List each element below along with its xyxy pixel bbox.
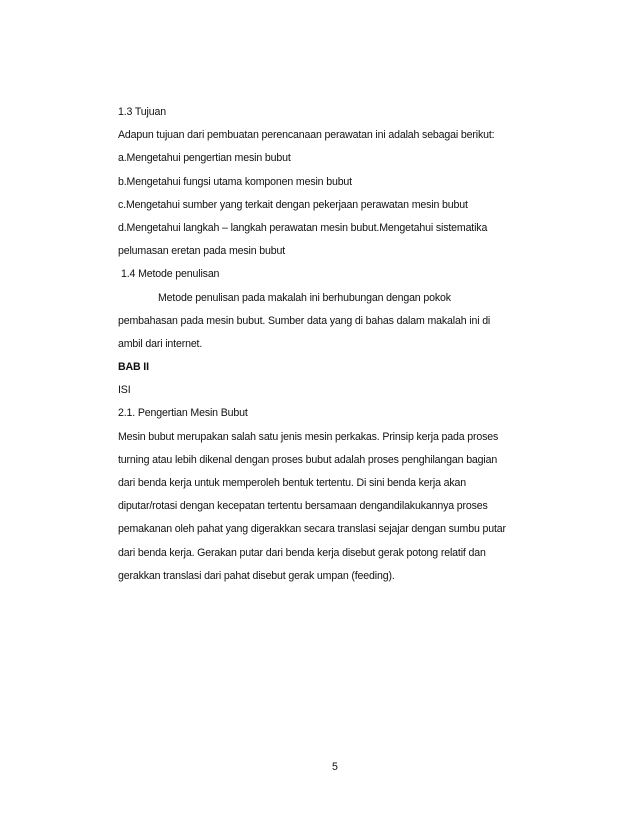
text-line: Mesin bubut merupakan salah satu jenis mesin perkakas. Prinsip kerja pada proses [118, 430, 499, 443]
page-body [118, 101, 558, 588]
text-line: pemakanan oleh pahat yang digerakkan secara translasi sejajar dengan sumbu putar [118, 523, 506, 536]
section-heading-tujuan: 1.3 Tujuan [118, 106, 166, 118]
text-line: gerakkan translasi dari pahat disebut gerak umpan (feeding). [118, 569, 395, 582]
paragraph-first-line: Metode penulisan pada makalah ini berhubungan dengan pokok [158, 291, 451, 304]
text-line: pembahasan pada mesin bubut. Sumber data yang di bahas dalam makalah ini di [118, 314, 491, 327]
text-line: turning atau lebih dikenal dengan proses bubut adalah proses penghilangan bagian [118, 453, 498, 466]
text-line: dari benda kerja untuk memperoleh bentuk tertentu. Di sini benda kerja akan [118, 477, 466, 489]
text-line: Adapun tujuan dari pembuatan perencanaan perawatan ini adalah sebagai berikut: [118, 129, 495, 142]
list-item: c.Mengetahui sumber yang terkait dengan pekerjaan perawatan mesin bubut [118, 198, 468, 211]
section-heading-metode: 1.4 Metode penulisan [121, 268, 220, 281]
list-item: a.Mengetahui pengertian mesin bubut [118, 152, 291, 165]
chapter-title: ISI [118, 384, 131, 397]
text-line: diputar/rotasi dengan kecepatan tertentu bersamaan dengandilakukannya proses [118, 500, 488, 513]
chapter-heading: BAB II [118, 361, 149, 374]
text-line: dari benda kerja. Gerakan putar dari benda kerja disebut gerak potong relatif dan [118, 546, 486, 559]
page-number: 5 [332, 761, 338, 773]
text-line: pelumasan eretan pada mesin bubut [118, 245, 286, 258]
section-heading-pengertian: 2.1. Pengertian Mesin Bubut [118, 407, 248, 420]
text-line: ambil dari internet. [118, 337, 203, 350]
list-item: d.Mengetahui langkah – langkah perawatan mesin bubut.Mengetahui sistematika [118, 221, 488, 234]
list-item: b.Mengetahui fungsi utama komponen mesin bubut [118, 175, 352, 188]
